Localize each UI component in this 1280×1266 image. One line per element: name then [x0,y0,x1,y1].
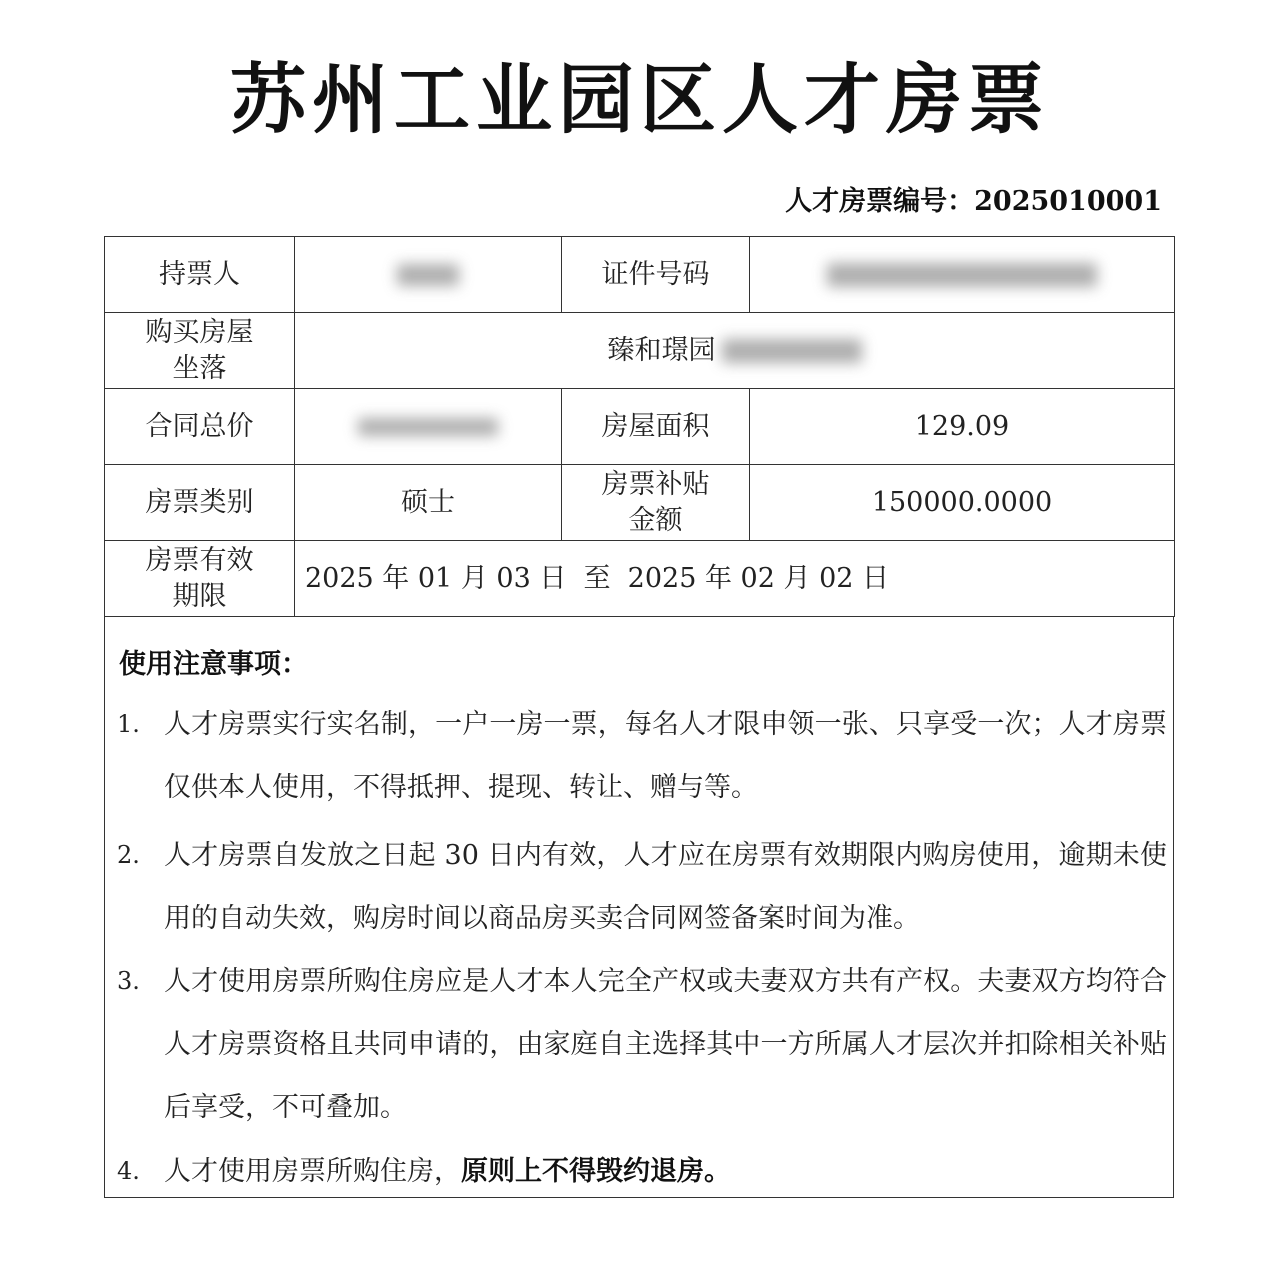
redacted-id-number [827,263,1097,287]
id-value [750,237,1175,313]
usage-notes [104,617,1174,1198]
note-item-4 [117,1140,1167,1203]
validity-value: 2025 年 01 月 03 日 至 2025 年 02 月 02 日 [295,541,1175,617]
table-row [105,465,1175,541]
serial-value: 2025010001 [974,186,1162,217]
location-value-cell [295,313,1175,389]
table-row [105,389,1175,465]
note-number: 1. [117,710,140,738]
subsidy-label [562,465,750,541]
subsidy-label-line1: 房票补贴 [601,468,710,500]
note-number: 3. [117,967,140,995]
note-item-1 [117,693,1167,819]
document-title: 苏州工业园区人才房票 [230,55,1050,144]
note-text: 人才房票自发放之日起 30 日内有效，人才应在房票有效期限内购房使用，逾期未使用的自动失效，购房时间以商品房买卖合同网签备案时间为准。 [164,840,1167,934]
note-number: 4. [117,1157,140,1185]
holder-label: 持票人 [105,237,295,313]
table-row [105,313,1175,389]
note-text: 人才使用房票所购住房应是人才本人完全产权或夫妻双方共有产权。夫妻双方均符合人才房票资格且共同申请的，由家庭自主选择其中一方所属人才层次并扣除相关补贴后享受，不可叠加。 [164,966,1167,1123]
area-label: 房屋面积 [562,389,750,465]
table-row [105,541,1175,617]
table-row [105,237,1175,313]
note-item-3 [117,950,1167,1139]
serial-number [785,184,1162,220]
redacted-contract-price [358,418,498,436]
category-value: 硕士 [295,465,562,541]
validity-label [105,541,295,617]
note-text [164,1140,1167,1203]
price-value [295,389,562,465]
serial-label: 人才房票编号： [785,186,975,217]
note-text-regular: 人才使用房票所购住房， [164,1156,461,1187]
location-label [105,313,295,389]
subsidy-value: 150000.0000 [750,465,1175,541]
area-value: 129.09 [750,389,1175,465]
location-value: 臻和璟园 [607,334,716,366]
price-label: 合同总价 [105,389,295,465]
redacted-unit-address [722,339,862,363]
location-label-line2: 坐落 [172,352,227,384]
ticket-info-table [104,236,1175,617]
note-text: 人才房票实行实名制，一户一房一票，每名人才限申领一张、只享受一次；人才房票仅供本人使用，不得抵押、提现、转让、赠与等。 [164,709,1167,803]
note-text-bold: 原则上不得毁约退房。 [461,1156,731,1187]
validity-label-line1: 房票有效 [145,544,254,576]
category-label: 房票类别 [105,465,295,541]
validity-label-line2: 期限 [172,580,227,612]
holder-value [295,237,562,313]
id-label: 证件号码 [562,237,750,313]
subsidy-label-line2: 金额 [628,504,683,536]
redacted-holder-name [397,264,459,286]
location-label-line1: 购买房屋 [145,316,254,348]
notes-heading: 使用注意事项： [119,649,308,680]
note-item-2 [117,824,1167,950]
note-number: 2. [117,841,140,869]
